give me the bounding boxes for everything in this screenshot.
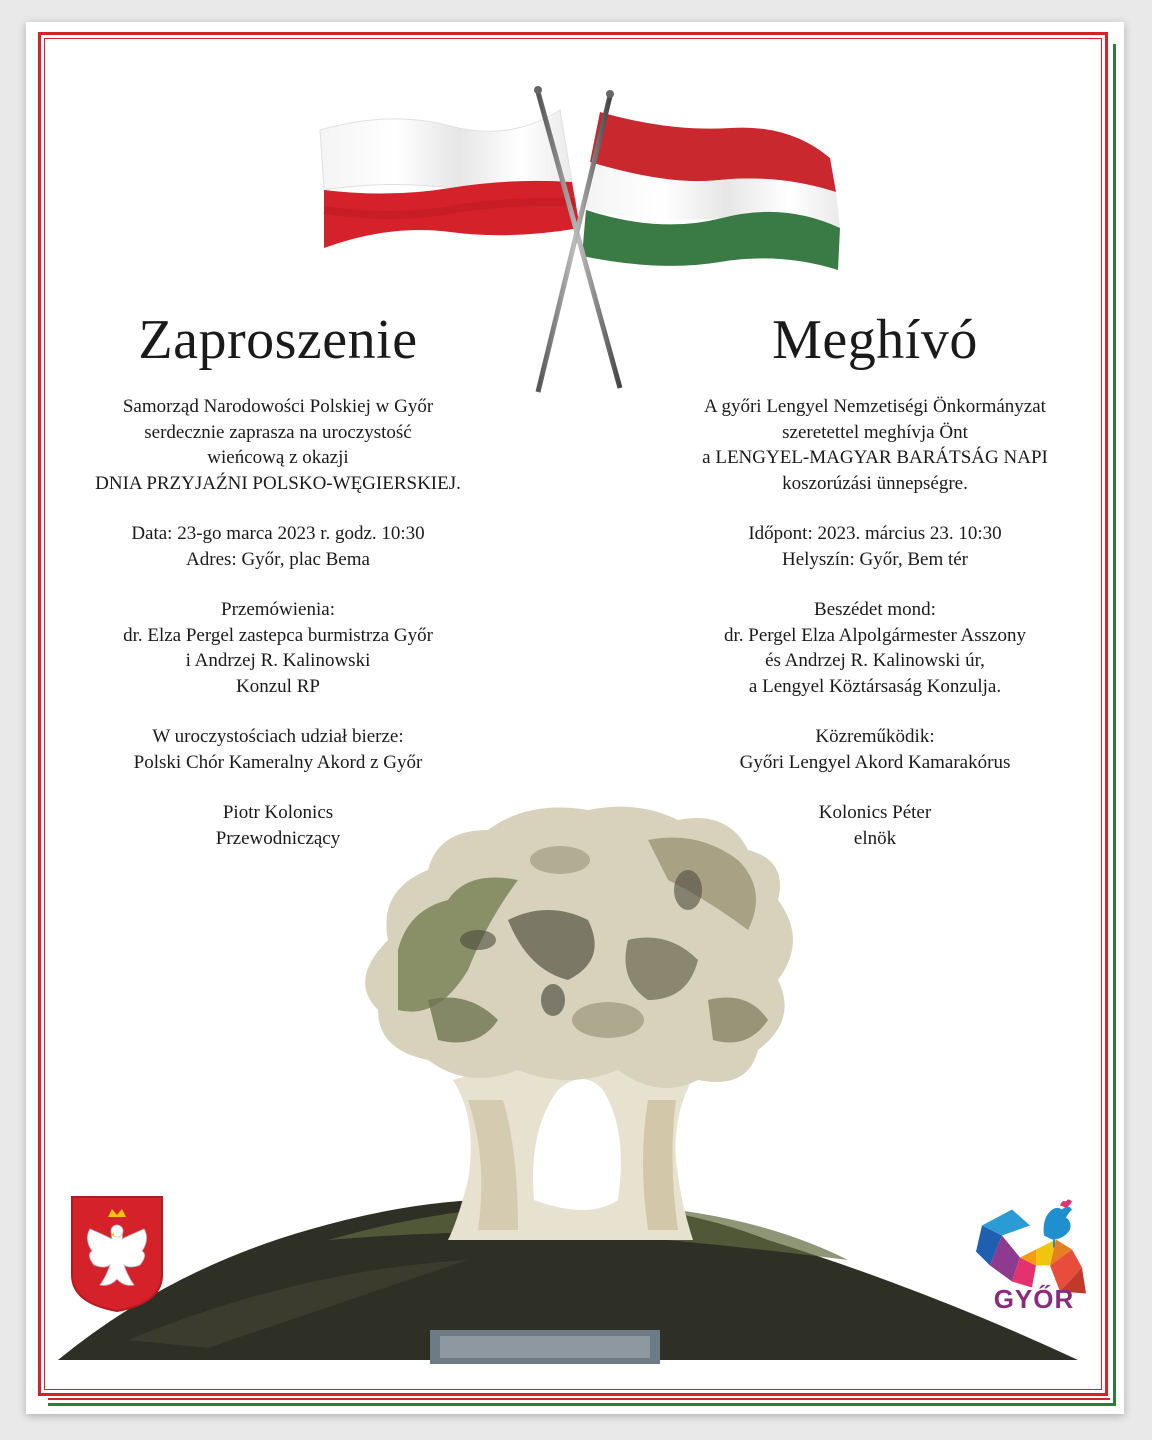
- polish-date: Data: 23-go marca 2023 r. godz. 10:30: [131, 523, 425, 544]
- hungarian-signature-name: Kolonics Péter: [818, 802, 932, 823]
- polish-details: [48, 521, 508, 572]
- hungarian-address: Helyszín: Győr, Bem tér: [781, 548, 969, 570]
- red-border-bottom: [48, 1396, 1110, 1400]
- polish-participation-line: Polski Chór Kameralny Akord z Győr: [133, 751, 423, 773]
- polish-speeches-line: dr. Elza Pergel zastepca burmistrza Győr: [123, 624, 433, 646]
- hungarian-speeches-line: Beszédet mond:: [814, 599, 936, 620]
- hungarian-speeches-line: dr. Pergel Elza Alpolgármester Asszony: [723, 624, 1026, 646]
- polish-speeches-line: i Andrzej R. Kalinowski: [185, 650, 371, 671]
- polish-column: [48, 300, 508, 876]
- hungarian-participation: [640, 724, 1110, 775]
- polish-intro: [48, 394, 508, 496]
- polish-intro-line: DNIA PRZYJAŹNI POLSKO-WĘGIERSKIEJ.: [95, 472, 461, 494]
- hungarian-intro-line: A győri Lengyel Nemzetiségi Önkormányzat: [704, 396, 1046, 417]
- hungarian-intro-line: a LENGYEL-MAGYAR BARÁTSÁG NAPI: [702, 447, 1048, 468]
- green-border-bottom: [48, 1399, 1116, 1406]
- hungarian-title: Meghívó: [772, 309, 978, 371]
- hungarian-signature-role: elnök: [853, 827, 897, 849]
- polish-speeches-line: Konzul RP: [236, 675, 320, 697]
- polish-participation-line: W uroczystościach udział bierze:: [152, 726, 404, 747]
- hungarian-intro: [640, 394, 1110, 496]
- hungarian-details: [640, 521, 1110, 572]
- hungarian-speeches-line: a Lengyel Köztársaság Konzulja.: [748, 675, 1002, 697]
- polish-intro-line: serdecznie zaprasza na uroczystość: [144, 421, 412, 443]
- polish-flag: [320, 110, 580, 248]
- hungarian-flag: [582, 112, 840, 270]
- hungarian-speeches-line: és Andrzej R. Kalinowski úr,: [765, 650, 985, 671]
- gyor-logo-text: GYŐR: [993, 1284, 1075, 1314]
- polish-coat-of-arms-icon: [70, 1195, 164, 1313]
- hungarian-intro-line: koszorúzási ünnepségre.: [782, 472, 968, 494]
- stone-tree-monument-illustration: [48, 800, 1098, 1390]
- hungarian-participation-line: Győri Lengyel Akord Kamarakórus: [739, 751, 1011, 773]
- hungarian-speeches: [640, 597, 1110, 699]
- hungarian-column: [640, 300, 1110, 876]
- hungarian-intro-line: szeretettel meghívja Önt: [782, 421, 968, 443]
- polish-address: Adres: Győr, plac Bema: [186, 548, 370, 570]
- polish-intro-line: Samorząd Narodowości Polskiej w Győr: [122, 396, 434, 417]
- hungarian-date: Időpont: 2023. március 23. 10:30: [748, 523, 1002, 544]
- polish-speeches: [48, 597, 508, 699]
- polish-participation: [48, 724, 508, 775]
- polish-intro-line: wieńcową z okazji: [207, 447, 349, 468]
- polish-title: Zaproszenie: [138, 309, 418, 371]
- hungarian-participation-line: Közreműködik:: [815, 726, 935, 747]
- polish-speeches-line: Przemówienia:: [221, 599, 335, 620]
- polish-signature-name: Piotr Kolonics: [222, 802, 334, 823]
- polish-signature-role: Przewodniczący: [215, 827, 341, 849]
- rooster-icon: [1044, 1200, 1072, 1248]
- green-border-right: [1109, 44, 1116, 1406]
